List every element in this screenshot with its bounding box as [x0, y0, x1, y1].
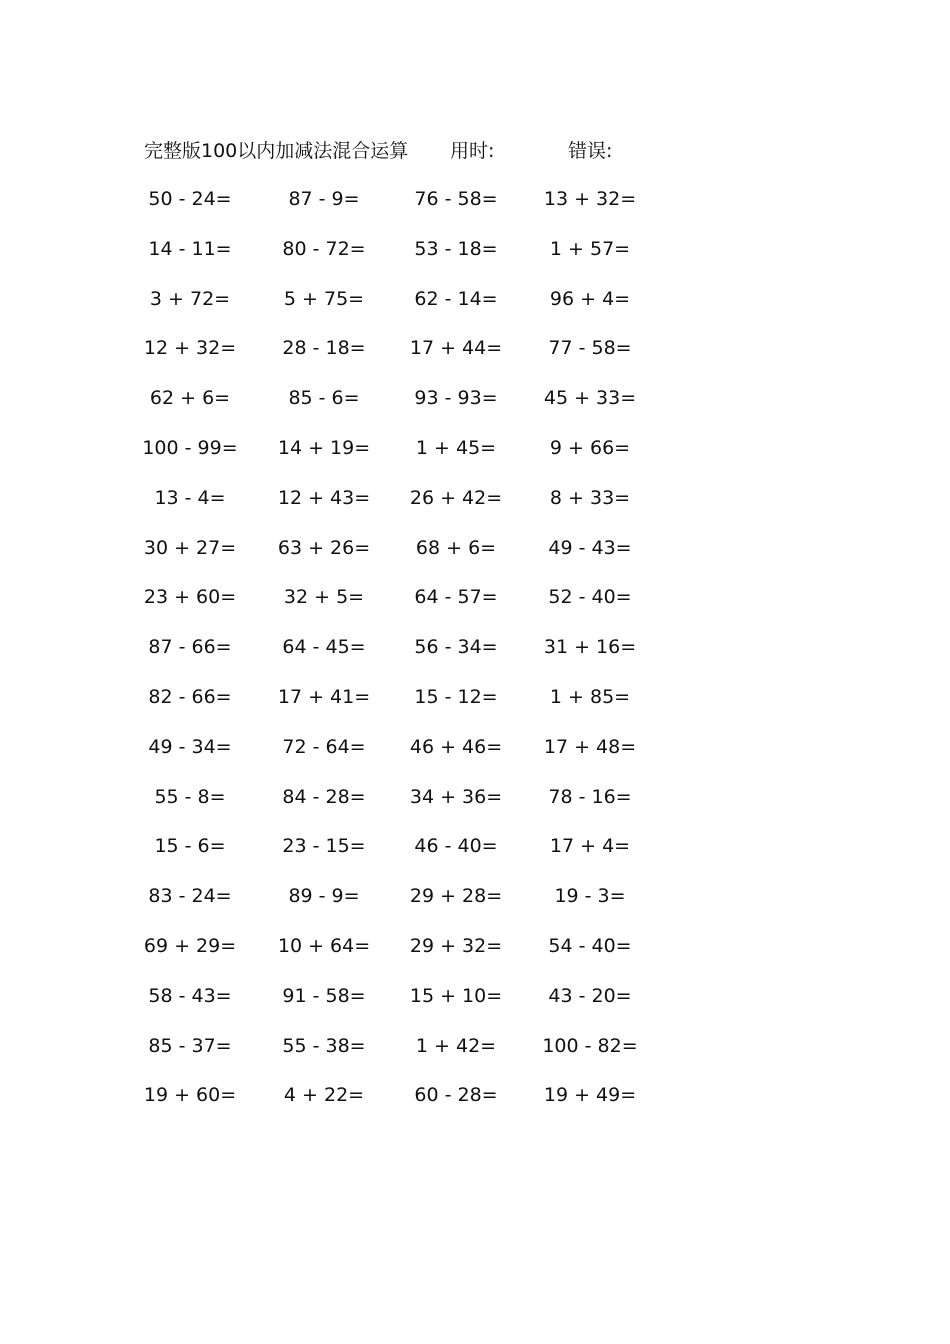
problem-row: [0, 284, 950, 334]
math-problem: 49 - 43=: [548, 536, 632, 559]
problem-row: [0, 881, 950, 931]
math-problem: 56 - 34=: [414, 636, 498, 659]
math-problem: 12 + 32=: [143, 337, 237, 360]
math-problem: 64 - 45=: [282, 636, 366, 659]
math-problem: 87 - 9=: [288, 188, 360, 210]
problem-row: [0, 383, 950, 433]
problem-row: [0, 582, 950, 632]
math-problem: 100 - 82=: [542, 1034, 638, 1057]
math-problem: 28 - 18=: [282, 337, 366, 360]
problem-row: [0, 433, 950, 483]
math-problem: 1 + 57=: [549, 237, 631, 260]
math-problem: 55 - 38=: [282, 1034, 366, 1057]
math-problem: 64 - 57=: [414, 586, 498, 609]
problem-row: [0, 632, 950, 682]
math-problem: 19 - 3=: [554, 885, 626, 908]
math-problem: 84 - 28=: [282, 785, 366, 808]
math-problem: 69 + 29=: [143, 934, 237, 957]
problem-row: [0, 1031, 950, 1081]
errors-label: 错误:: [568, 140, 613, 162]
math-problem: 83 - 24=: [148, 885, 232, 908]
math-problem: 13 - 4=: [154, 486, 226, 509]
problem-row: [0, 333, 950, 383]
worksheet-title: 完整版100以内加减法混合运算: [144, 140, 409, 162]
math-problem: 29 + 28=: [409, 885, 503, 908]
math-problem: 55 - 8=: [154, 785, 226, 808]
math-problem: 34 + 36=: [409, 785, 503, 808]
problem-grid: [0, 184, 950, 1130]
problem-row: [0, 234, 950, 284]
problem-row: [0, 1080, 950, 1130]
math-problem: 15 + 10=: [409, 984, 503, 1007]
math-problem: 30 + 27=: [143, 536, 237, 559]
math-problem: 8 + 33=: [549, 486, 631, 509]
math-problem: 32 + 5=: [283, 586, 365, 609]
math-problem: 85 - 37=: [148, 1034, 232, 1057]
math-problem: 52 - 40=: [548, 586, 632, 609]
math-problem: 17 + 48=: [543, 735, 637, 758]
problem-row: [0, 782, 950, 832]
math-problem: 77 - 58=: [548, 337, 632, 360]
math-problem: 96 + 4=: [549, 287, 631, 310]
math-problem: 26 + 42=: [409, 486, 503, 509]
math-problem: 91 - 58=: [282, 984, 366, 1007]
problem-row: [0, 931, 950, 981]
math-problem: 58 - 43=: [148, 984, 232, 1007]
math-problem: 43 - 20=: [548, 984, 632, 1007]
math-problem: 17 + 4=: [549, 835, 631, 858]
math-problem: 63 + 26=: [277, 536, 371, 559]
math-problem: 23 + 60=: [143, 586, 237, 609]
problem-row: [0, 533, 950, 583]
time-used-label: 用时:: [450, 140, 495, 162]
math-problem: 100 - 99=: [142, 436, 238, 459]
math-problem: 76 - 58=: [414, 188, 498, 210]
math-problem: 49 - 34=: [148, 735, 232, 758]
math-problem: 89 - 9=: [288, 885, 360, 908]
math-problem: 68 + 6=: [415, 536, 497, 559]
math-problem: 15 - 12=: [414, 685, 498, 708]
problem-row: [0, 483, 950, 533]
math-problem: 3 + 72=: [149, 287, 231, 310]
problem-row: [0, 831, 950, 881]
math-problem: 53 - 18=: [414, 237, 498, 260]
math-problem: 10 + 64=: [277, 934, 371, 957]
math-problem: 13 + 32=: [543, 188, 637, 210]
problem-row: [0, 184, 950, 234]
math-problem: 4 + 22=: [283, 1084, 365, 1107]
problem-row: [0, 981, 950, 1031]
math-problem: 14 - 11=: [148, 237, 232, 260]
math-problem: 50 - 24=: [148, 188, 232, 210]
math-problem: 46 + 46=: [409, 735, 503, 758]
math-problem: 19 + 49=: [543, 1084, 637, 1107]
math-problem: 72 - 64=: [282, 735, 366, 758]
math-problem: 29 + 32=: [409, 934, 503, 957]
math-problem: 54 - 40=: [548, 934, 632, 957]
math-problem: 85 - 6=: [288, 387, 360, 410]
math-problem: 1 + 85=: [549, 685, 631, 708]
math-problem: 45 + 33=: [543, 387, 637, 410]
math-problem: 14 + 19=: [277, 436, 371, 459]
math-problem: 23 - 15=: [282, 835, 366, 858]
math-problem: 62 + 6=: [149, 387, 231, 410]
math-problem: 12 + 43=: [277, 486, 371, 509]
math-problem: 80 - 72=: [282, 237, 366, 260]
problem-row: [0, 682, 950, 732]
math-problem: 46 - 40=: [414, 835, 498, 858]
math-problem: 60 - 28=: [414, 1084, 498, 1107]
math-problem: 15 - 6=: [154, 835, 226, 858]
worksheet-header: [0, 136, 950, 166]
math-problem: 5 + 75=: [283, 287, 365, 310]
math-problem: 1 + 42=: [415, 1034, 497, 1057]
math-problem: 1 + 45=: [415, 436, 497, 459]
math-problem: 31 + 16=: [543, 636, 637, 659]
math-problem: 78 - 16=: [548, 785, 632, 808]
math-problem: 17 + 44=: [409, 337, 503, 360]
problem-row: [0, 732, 950, 782]
math-problem: 19 + 60=: [143, 1084, 237, 1107]
math-problem: 82 - 66=: [148, 685, 232, 708]
math-problem: 17 + 41=: [277, 685, 371, 708]
math-problem: 87 - 66=: [148, 636, 232, 659]
math-problem: 9 + 66=: [549, 436, 631, 459]
math-problem: 62 - 14=: [414, 287, 498, 310]
math-problem: 93 - 93=: [414, 387, 498, 410]
